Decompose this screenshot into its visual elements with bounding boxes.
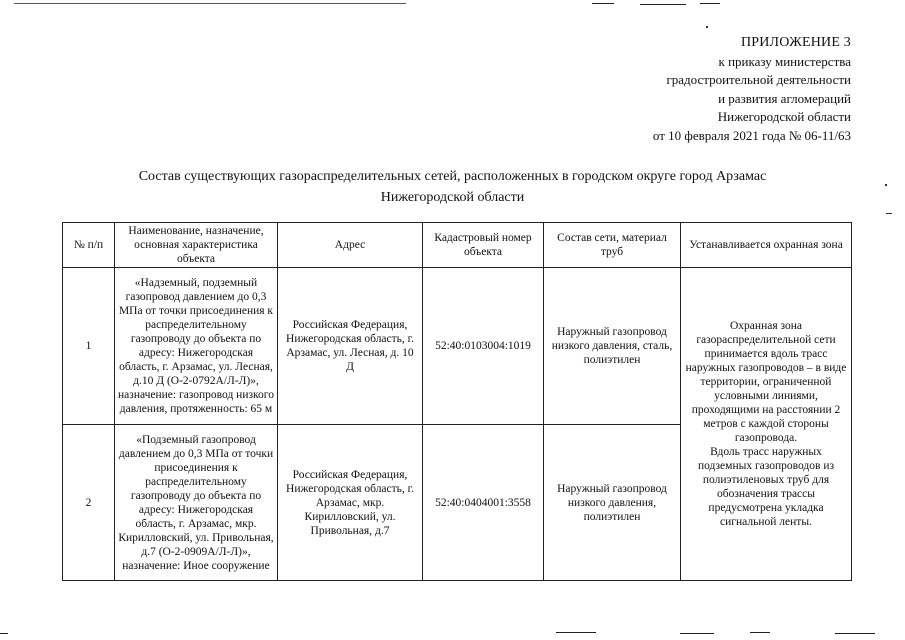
appendix-line: к приказу министерства: [718, 53, 851, 69]
protection-zone-cell: [681, 268, 852, 581]
row-cadastral-number: 52:40:0103004:1019: [423, 268, 544, 425]
row-number: 1: [63, 268, 115, 425]
row-object-name: «Надземный, подземный газопровод давлением до 0,3 МПа от точки присоединения к распределительному газопроводу до объекта по адресу: Нижегородская область, г. Арзамас, ул. Лесная, д.10 Д (О-2-0792А/Л-Л)», назначение: газопровод низкого давления, протяженность: 65 м: [115, 268, 278, 425]
scan-artifact-line: [680, 633, 714, 634]
appendix-header: [653, 34, 851, 145]
scan-artifact-line: [592, 3, 614, 4]
scan-artifact-line: [700, 3, 720, 4]
scan-artifact-dot: [886, 213, 892, 214]
appendix-order-line: от 10 февраля 2021 года № 06-11/63: [652, 127, 851, 143]
scan-artifact-line: [0, 633, 8, 634]
scan-artifact-line: [14, 3, 406, 4]
row-number: 2: [63, 425, 115, 581]
header-name: Наименование, назначение, основная характеристика объекта: [115, 223, 278, 268]
row-cadastral-number: 52:40:0404001:3558: [423, 425, 544, 581]
document-title-line: Состав существующих газораспределительных сетей, расположенных в городском округе город Арзамас: [138, 169, 767, 184]
scan-artifact-line: [640, 4, 686, 5]
appendix-line: градостроительной деятельности: [666, 72, 851, 87]
table-row: [63, 268, 852, 425]
header-number: № п/п: [63, 223, 115, 268]
zone-text-part1: Охранная зона газораспределительной сети принимается вдоль трасс наружных газопроводов – в виде территории, ограниченной условными линиями, проходящими на расстоянии 2 метров с каждой стороны газопровода.: [685, 320, 847, 444]
appendix-title: ПРИЛОЖЕНИЕ 3: [740, 35, 851, 50]
row-composition: Наружный газопровод низкого давления, сталь, полиэтилен: [544, 268, 681, 425]
header-composition: Состав сети, материал труб: [544, 223, 681, 268]
gas-network-table: [62, 222, 852, 581]
scan-artifact-dot: [706, 26, 708, 28]
appendix-line: и развития агломераций: [718, 90, 851, 106]
header-zone: Устанавливается охранная зона: [681, 223, 852, 268]
header-address: Адрес: [278, 223, 423, 268]
table-header-row: [63, 223, 852, 268]
scan-artifact-line: [556, 632, 596, 633]
appendix-line: Нижегородской области: [717, 109, 851, 124]
scan-artifact-line: [835, 633, 875, 634]
document-title-line: Нижегородской области: [380, 190, 525, 205]
document-title: [0, 166, 905, 208]
row-address: Российская Федерация, Нижегородская область, г. Арзамас, мкр. Кирилловский, ул. Привольная, д.7: [278, 425, 423, 581]
row-object-name: «Подземный газопровод давлением до 0,3 МПа от точки присоединения к распределительному газопроводу до объекта по адресу: Нижегородская область, г. Арзамас, мкр. Кирилловский, ул. Привольная, д.7 (О-2-0909А/Л-Л)», назначение: Иное сооружение: [115, 425, 278, 581]
zone-text-part2: Вдоль трасс наружных подземных газопроводов из полиэтиленовых труб для обозначения трассы предусмотрена укладка сигнальной ленты.: [697, 446, 835, 528]
header-cadastral: Кадастровый номер объекта: [423, 223, 544, 268]
scan-artifact-line: [750, 632, 770, 633]
row-composition: Наружный газопровод низкого давления, полиэтилен: [544, 425, 681, 581]
row-address: Российская Федерация, Нижегородская область, г. Арзамас, ул. Лесная, д. 10 Д: [278, 268, 423, 425]
